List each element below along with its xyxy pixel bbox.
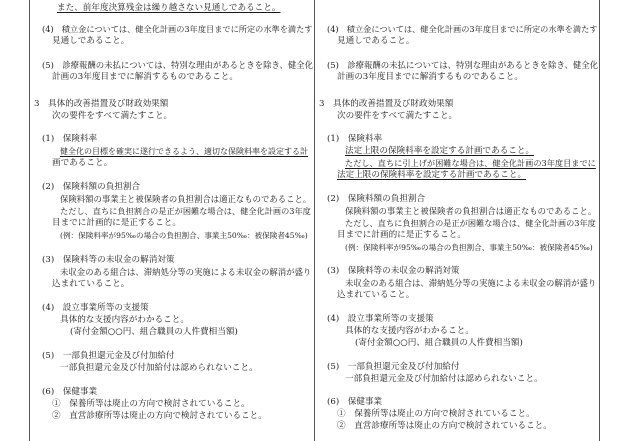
text-line: ただし、直ちに負担割合の是正が困難な場合は、健全化計画の3年度 <box>345 218 596 228</box>
text-line: 保険料額の事業主と被保険者の負担割合は適正なものであること。 <box>345 206 597 216</box>
text-line: (1) 保険料率 <box>327 134 383 144</box>
text-line: 見通しであること。 <box>52 36 130 46</box>
text-line: (寄付金額○○円、組合職員の人件費相当額) <box>355 338 523 348</box>
text-line: (4) 積立金については、健全化計画の3年度目までに所定の水準を満たす <box>42 24 313 34</box>
text-line: (3) 保険料等の未収金の解消対策 <box>42 255 175 265</box>
text-line: 未収金のある組合は、滞納処分等の実施による未収金の解消が盛り <box>345 278 597 288</box>
text-line: 健全化の目標を確実に遂行できるよう、適切な保険料率を設定する計 <box>60 147 308 156</box>
text-line: ① 保養所等は廃止の方向で検討されていること。 <box>337 409 535 419</box>
text-line: (5) 一部負担還元金及び付加給付 <box>42 351 175 361</box>
text-line: (例：保険料率が95‰の場合の負担割合、事業主50‰：被保険者45‰) <box>60 231 308 240</box>
text-line: ただし、直ちに引上げが困難な場合は、健全化計画の3年度目までに <box>345 158 596 168</box>
text-line: 目までに計画的に是正すること。 <box>52 218 181 228</box>
right-column-new-text <box>314 0 600 441</box>
text-line: 一部負担還元金及び付加給付は認められないこと。 <box>345 374 543 384</box>
text-line: (1) 保険料率 <box>42 134 98 144</box>
text-line: (寄付金額○○円、組合職員の人件費相当額) <box>70 327 238 337</box>
text-line: 次の要件をすべて満たすこと。 <box>337 111 458 121</box>
text-line: 具体的な支援内容がわかること。 <box>345 326 474 336</box>
text-line: (4) 積立金については、健全化計画の3年度目までに所定の水準を満たす <box>327 24 598 34</box>
text-line: ① 保養所等は廃止の方向で検討されていること。 <box>52 399 250 409</box>
text-line: 次の要件をすべて満たすこと。 <box>52 111 173 121</box>
text-line: 見通しであること。 <box>337 36 415 46</box>
text-line: 画であること。 <box>52 158 113 168</box>
text-line: (2) 保険料額の負担割合 <box>42 182 141 192</box>
text-line: 込まれていること。 <box>337 290 415 300</box>
left-column-old-text <box>29 0 315 441</box>
text-line: 具体的な支援内容がわかること。 <box>60 315 189 325</box>
text-line: (2) 保険料額の負担割合 <box>327 194 426 204</box>
text-line: 目までに計画的に是正すること。 <box>337 230 466 240</box>
text-line: (6) 保健事業 <box>327 397 383 407</box>
text-line: (例：保険料率が95‰の場合の負担割合、事業主50‰：被保険者45‰) <box>345 243 593 252</box>
text-line: 3 具体的改善措置及び財政効果額 <box>34 99 169 109</box>
text-line: ② 直営診療所等は廃止の方向で検討されていること。 <box>52 411 267 421</box>
text-line: また、前年度決算残金は繰り越さない見通しであること。 <box>57 3 281 13</box>
text-line: 法定上限の保険料率を設定する計画であること。 <box>345 146 535 156</box>
text-line: (4) 設立事業所等の支援策 <box>42 303 149 313</box>
text-line: 法定上限の保険料率を設定する計画であること。 <box>337 170 527 180</box>
text-line: (6) 保健事業 <box>42 387 98 397</box>
text-line: 保険料額の事業主と被保険者の負担割合は適正なものであること。 <box>60 194 312 204</box>
text-line: (4) 設立事業所等の支援策 <box>327 314 434 324</box>
text-line: 3 具体的改善措置及び財政効果額 <box>319 99 454 109</box>
text-line: (5) 診療報酬の未払については、特別な理由があるときを除き、健全化 <box>327 60 598 70</box>
text-line: (3) 保険料等の未収金の解消対策 <box>327 266 460 276</box>
text-line: (5) 一部負担還元金及び付加給付 <box>327 362 460 372</box>
text-line: 込まれていること。 <box>52 279 130 289</box>
text-line: ただし、直ちに負担割合の是正が困難な場合は、健全化計画の3年度 <box>60 206 311 216</box>
text-line: 未収金のある組合は、滞納処分等の実施による未収金の解消が盛り <box>60 267 312 277</box>
text-line: 一部負担還元金及び付加給付は認められないこと。 <box>60 363 258 373</box>
text-line: 計画の3年度目までに解消するものであること。 <box>52 72 238 82</box>
text-line: ② 直営診療所等は廃止の方向で検討されていること。 <box>337 421 552 431</box>
text-line: 計画の3年度目までに解消するものであること。 <box>337 72 523 82</box>
text-line: (5) 診療報酬の未払については、特別な理由があるときを除き、健全化 <box>42 60 313 70</box>
